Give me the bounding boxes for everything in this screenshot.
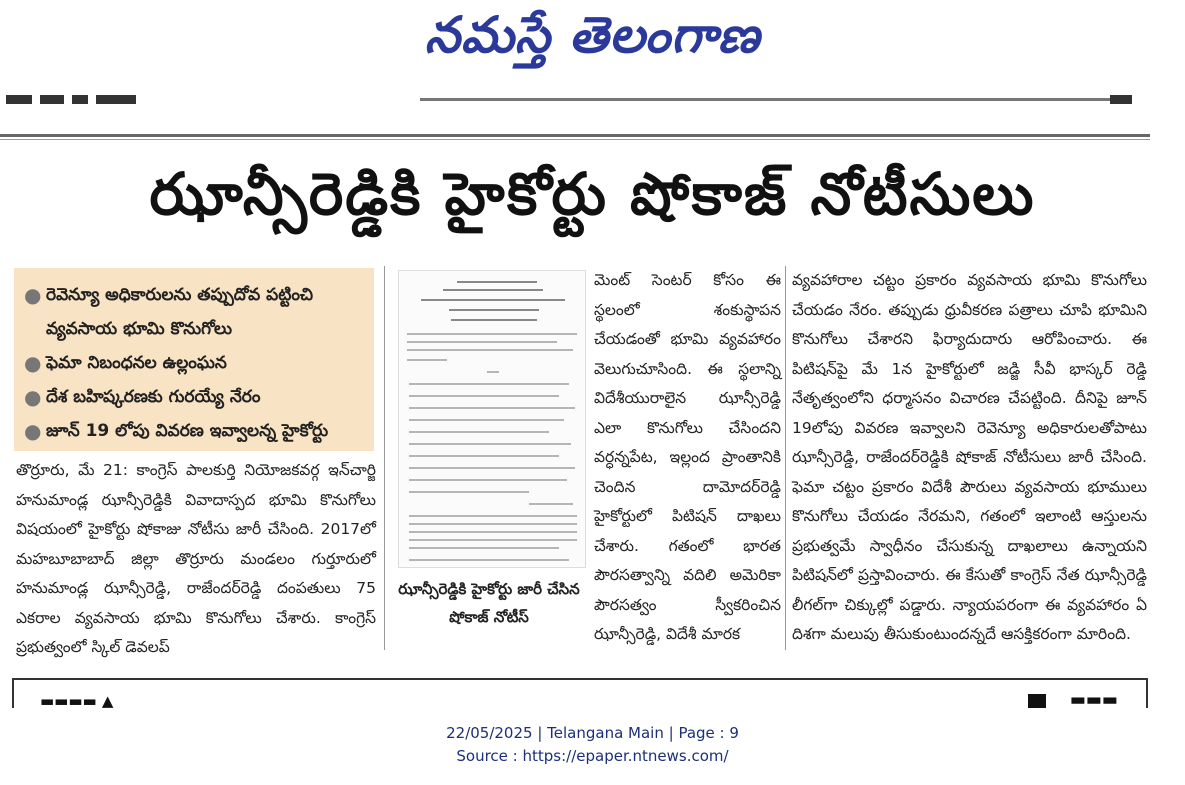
article-column-middle: మెంట్ సెంటర్ కోసం ఈ స్థలంలో శంకుస్థాపన చేయడంతో భూమి వ్యవహారం వెలుగుచూసింది. ఈ స్థలాన్ని విదేశీయురాలైన ఝాన్సీరెడ్డి ఎలా కొనుగోలు చేసిందని వర్ధన్నపేట, ఇల్లంద ప్రాంతానికి చెందిన దామోదర్‌రెడ్డి హైకోర్టులో పిటిషన్ దాఖలు చేశారు. గతంలో భారత పౌరసత్వాన్ని వదిలి అమెరికా పౌరసత్వం స్వీకరించిన ఝాన్సీరెడ్డి, విదేశీ మారక — [594, 271, 781, 643]
advertisement-strip — [12, 678, 1148, 708]
page-footer — [0, 722, 1185, 768]
newspaper-logo: నమస్తే తెలంగాణ — [424, 5, 761, 64]
highlight-item: ● జూన్ 19 లోపు వివరణ ఇవ్వాలన్న హైకోర్టు — [24, 414, 364, 448]
bullet-icon: ● — [24, 283, 42, 307]
photo-caption: ఝాన్సీరెడ్డికి హైకోర్టు జారీ చేసిన షోకాజ్ నోటీస్ — [398, 580, 580, 626]
footer-source-line: Source : https://epaper.ntnews.com/ — [456, 747, 729, 765]
ad-left-mark: ▬▬▬▬ ▲ — [40, 692, 114, 708]
highlight-item: ● ఫెమా నిబంధనల ఉల్లంఘన — [24, 346, 364, 380]
article-column-right: వ్యవహారాల చట్టం ప్రకారం వ్యవసాయ భూమి కొనుగోలు చేయడం నేరం. తప్పుడు ధ్రువీకరణ పత్రాలు చూపి భూమిని కొనుగోలు చేశారని ఫిర్యాదుదారు ఆరోపించారు. ఈ పిటిషన్‌పై మే 1న హైకోర్టులో జడ్జి సీవీ భాస్కర్ రెడ్డి నేతృత్వంలోని ధర్మాసనం విచారణ చేపట్టింది. దీనిపై జూన్ 19లోపు వివరణ ఇవ్వాలని రెవెన్యూ అధికారులతోపాటు ఝాన్సీరెడ్డి, రాజేందర్‌రెడ్డికి షోకాజ్ నోటీసులు జారీ చేసింది. ఫెమా చట్టం ప్రకారం విదేశీ పౌరులు వ్యవసాయ భూములు కొనుగోలు చేయడం నేరమని, గతంలో ఇలాంటి ఆస్తులను ప్రభుత్వమే స్వాధీనం చేసుకున్న దాఖలాలు ఉన్నాయని పిటిషన్‌లో ప్రస్తావించారు. ఈ కేసుతో కాంగ్రెస్ నేత ఝాన్సీరెడ్డి లీగల్‌గా చిక్కుల్లో పడ్డారు. న్యాయపరంగా ఈ వ్యవహారం ఏ దిశగా మలుపు తీసుకుంటుందన్నదే ఆసక్తికరంగా మారింది. — [792, 271, 1147, 643]
column-divider — [384, 266, 385, 650]
highlight-item: ● దేశ బహిష్కరణకు గురయ్యే నేరం — [24, 380, 364, 414]
column-divider — [785, 266, 786, 650]
article-headline: ఝాన్సీరెడ్డికి హైకోర్టు షోకాజ్ నోటీసులు — [149, 160, 1036, 228]
highlights-box — [14, 268, 374, 451]
bullet-icon: ● — [24, 351, 42, 375]
court-notice-image — [398, 270, 586, 568]
masthead — [0, 0, 1185, 82]
highlight-item: ● రెవెన్యూ అధికారులను తప్పుదోవ పట్టించి వ్యవసాయ భూమి కొనుగోలు — [24, 278, 364, 346]
header-rule — [0, 134, 1150, 137]
cropped-header-strip — [0, 92, 1150, 106]
header-rule-thin — [0, 139, 1150, 140]
ad-right-mark: ▬▬▬ — [1069, 690, 1118, 708]
footer-date-line: 22/05/2025 | Telangana Main | Page : 9 — [446, 724, 739, 742]
ad-logo-icon — [1028, 694, 1046, 708]
article-column-left: తొర్రూరు, మే 21: కాంగ్రెస్ పాలకుర్తి నియోజకవర్గ ఇన్‌చార్జి హనుమాండ్ల ఝాన్సీరెడ్డికి వివాదాస్పద భూమి కొనుగోలు విషయంలో హైకోర్టు షోకాజు నోటీసు జారీ చేసింది. 2017లో మహబూబాబాద్ జిల్లా తొర్రూరు మండలం గుర్తూరులో హనుమాండ్ల ఝాన్సీరెడ్డి, రాజేందర్‌రెడ్డి దంపతులు 75 ఎకరాల వ్యవసాయ భూమి కొనుగోలు చేశారు. కాంగ్రెస్ ప్రభుత్వంలో స్కిల్ డెవలప్ — [16, 461, 376, 656]
bullet-icon: ● — [24, 385, 42, 409]
bullet-icon: ● — [24, 419, 42, 443]
